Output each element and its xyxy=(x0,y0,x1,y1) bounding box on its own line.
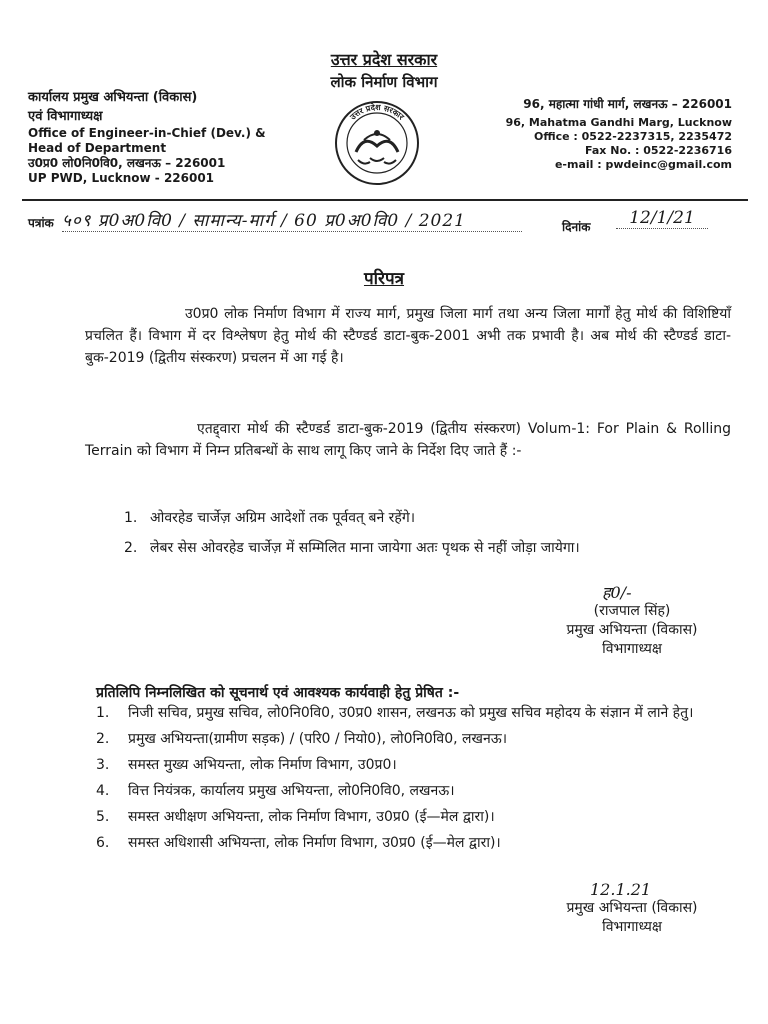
signatory-role: विभागाध्यक्ष xyxy=(602,919,662,935)
office-name-hi: कार्यालय प्रमुख अभियन्ता (विकास) xyxy=(28,90,198,105)
list-item xyxy=(96,833,736,853)
signature-block-1 xyxy=(532,583,732,659)
list-item xyxy=(96,755,736,775)
office-city-en: UP PWD, Lucknow - 226001 xyxy=(28,171,215,185)
date-label: दिनांक xyxy=(562,220,591,234)
list-number: 4. xyxy=(96,783,110,799)
office-address-left xyxy=(28,88,328,186)
office-city-hi: उ0प्र0 लो0नि0वि0, लखनऊ – 226001 xyxy=(28,156,226,170)
list-number: 1. xyxy=(124,510,138,526)
list-item xyxy=(96,781,736,801)
list-text: निजी सचिव, प्रमुख सचिव, लो0नि0वि0, उ0प्र0 शासन, लखनऊ को प्रमुख सचिव महोदय के संज्ञान में लाने हेतु। xyxy=(128,705,694,721)
copy-list xyxy=(96,703,736,859)
list-item xyxy=(96,807,736,827)
signatory-role: विभागाध्यक्ष xyxy=(602,641,662,657)
signatory-designation: प्रमुख अभियन्ता (विकास) xyxy=(566,622,698,638)
office-address-right xyxy=(442,96,732,172)
list-text: समस्त अधिशासी अभियन्ता, लोक निर्माण विभाग, उ0प्र0 (ई—मेल द्वारा)। xyxy=(128,835,501,851)
office-name-en: Office of Engineer-in-Chief (Dev.) & xyxy=(28,126,266,140)
paragraph-1: उ0प्र0 लोक निर्माण विभाग में राज्य मार्ग, प्रमुख जिला मार्ग तथा अन्य जिला मार्गों हेतु मोर्थ की विशिष्टियाँ प्रचलित हैं। विभाग में दर विश्लेषण हेतु मोर्थ की स्टैण्डर्ड डाटा-बुक-2001 अभी तक प्रभावी है। अब मोर्थ की स्टैण्डर्ड डाटा-बुक-2019 (द्वितीय संस्करण) प्रचलन में आ गई है। xyxy=(85,306,731,366)
signatory-designation: प्रमुख अभियन्ता (विकास) xyxy=(566,900,698,916)
office-role-en: Head of Department xyxy=(28,141,167,155)
office-phone: Office : 0522-2237315, 2235472 xyxy=(534,130,732,143)
reference-label: पत्रांक xyxy=(28,216,54,230)
list-text: लेबर सेस ओवरहेड चार्जेज़ में सम्मिलित माना जायेगा अतः पृथक से नहीं जोड़ा जायेगा। xyxy=(150,540,580,556)
list-number: 1. xyxy=(96,705,110,721)
signature-block-2 xyxy=(520,880,744,937)
list-item xyxy=(96,703,736,723)
list-number: 6. xyxy=(96,835,110,851)
date-value: 12/1/21 xyxy=(616,208,708,229)
list-text: वित्त नियंत्रक, कार्यालय प्रमुख अभियन्ता, लो0नि0वि0, लखनऊ। xyxy=(128,783,455,799)
list-text: समस्त अधीक्षण अभियन्ता, लोक निर्माण विभाग, उ0प्र0 (ई—मेल द्वारा)। xyxy=(128,809,495,825)
list-text: ओवरहेड चार्जेज़ अग्रिम आदेशों तक पूर्ववत् बने रहेंगे। xyxy=(150,510,416,526)
list-item xyxy=(124,507,744,529)
svg-text:उत्तर प्रदेश सरकार xyxy=(348,102,407,122)
reference-number: ५०९ प्र0अ0वि0 / सामान्य-मार्ग / 60 प्र0अ0वि0 / 2021 xyxy=(62,208,522,232)
up-government-emblem-icon xyxy=(334,100,420,186)
signature-initials: ह0/- xyxy=(602,583,632,602)
list-number: 2. xyxy=(124,540,138,556)
office-role-hi: एवं विभागाध्यक्ष xyxy=(28,109,103,124)
government-name: उत्तर प्रदेश सरकार xyxy=(330,50,438,69)
document-title: परिपत्र xyxy=(363,269,405,289)
list-text: समस्त मुख्य अभियन्ता, लोक निर्माण विभाग, उ0प्र0। xyxy=(128,757,397,773)
list-number: 2. xyxy=(96,731,110,747)
address-hi: 96, महात्मा गांधी मार्ग, लखनऊ – 226001 xyxy=(523,97,732,111)
header-divider xyxy=(22,199,748,201)
list-number: 5. xyxy=(96,809,110,825)
fax-number: Fax No. : 0522-2236716 xyxy=(585,144,732,157)
list-item xyxy=(96,729,736,749)
signatory-name: (राजपाल सिंह) xyxy=(593,603,671,619)
paragraph-2: एतद्द्वारा मोर्थ की स्टैण्डर्ड डाटा-बुक-2019 (द्वितीय संस्करण) Volum-1: For Plain & Rolling Terrain को विभाग में निम्न प्रतिबन्धों के साथ लागू किए जाने के निर्देश दिए जाते हैं :- xyxy=(85,421,731,459)
copy-heading: प्रतिलिपि निम्नलिखित को सूचनार्थ एवं आवश्यक कार्यवाही हेतु प्रेषित :- xyxy=(96,685,460,701)
list-number: 3. xyxy=(96,757,110,773)
list-item xyxy=(124,537,744,559)
address-en: 96, Mahatma Gandhi Marg, Lucknow xyxy=(505,116,732,129)
list-text: प्रमुख अभियन्ता(ग्रामीण सड़क) / (परि0 / नियो0), लो0नि0वि0, लखनऊ। xyxy=(128,731,508,747)
signature-initials: 12.1.21 xyxy=(590,880,652,899)
emblem-text: उत्तर प्रदेश सरकार xyxy=(348,102,406,122)
department-name: लोक निर्माण विभाग xyxy=(330,73,438,91)
directives-list xyxy=(124,507,744,567)
email-address: e-mail : pwdeinc@gmail.com xyxy=(554,158,732,171)
